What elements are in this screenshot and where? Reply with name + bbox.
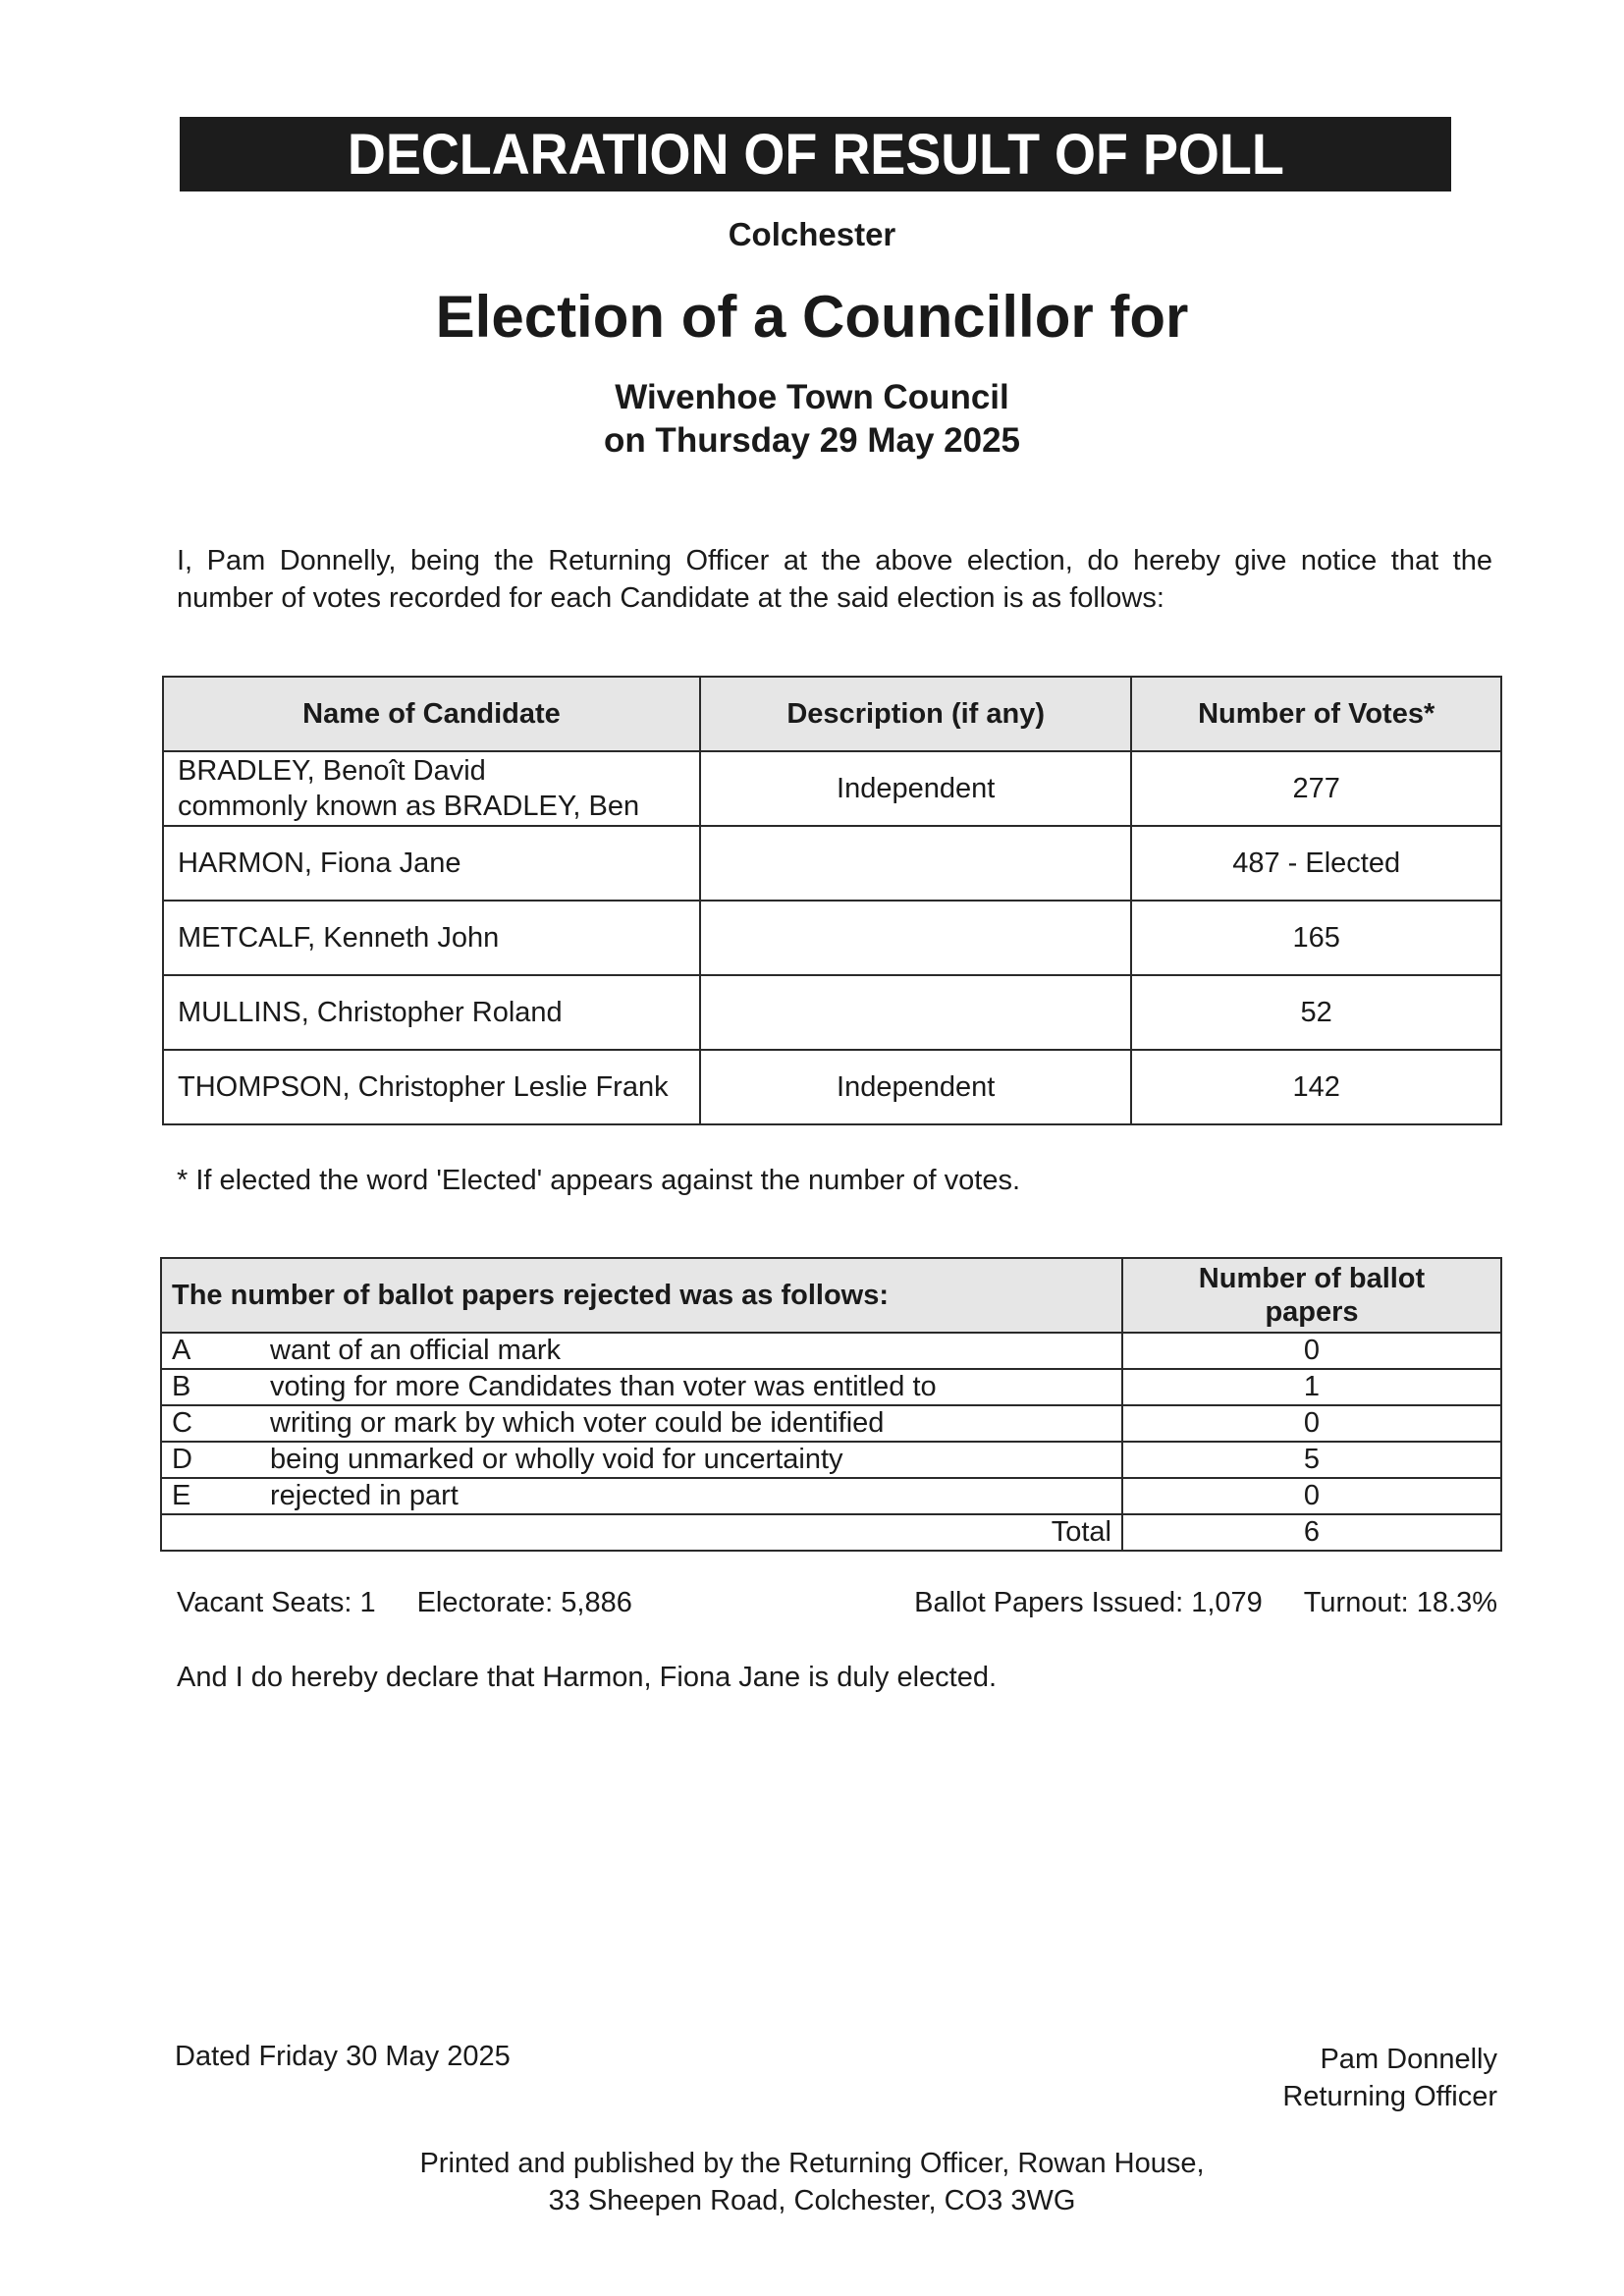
rejected-reason: voting for more Candidates than voter was entitled to [260, 1369, 1122, 1405]
header-number-of-votes: Number of Votes* [1131, 677, 1501, 751]
rejected-count: 1 [1122, 1369, 1501, 1405]
rejected-total-row [161, 1514, 1501, 1551]
candidate-description [700, 826, 1131, 901]
returning-officer-signature [1080, 2041, 1497, 2115]
candidate-row [163, 1050, 1501, 1124]
rejected-ballots-table [160, 1257, 1502, 1552]
header-name-of-candidate: Name of Candidate [163, 677, 700, 751]
turnout: Turnout: 18.3% [1303, 1587, 1497, 1618]
candidate-row [163, 826, 1501, 901]
candidate-description: Independent [700, 1050, 1131, 1124]
rejected-count: 0 [1122, 1405, 1501, 1442]
district-name: Colchester [728, 216, 896, 252]
candidate-votes: 487 - Elected [1131, 826, 1501, 901]
rejected-count: 0 [1122, 1478, 1501, 1514]
rejected-row [161, 1405, 1501, 1442]
candidates-header-row [163, 677, 1501, 751]
rejected-row [161, 1442, 1501, 1478]
candidate-name: HARMON, Fiona Jane [163, 826, 700, 901]
rejected-header-count-line2: papers [1265, 1296, 1359, 1328]
candidate-description: Independent [700, 751, 1131, 826]
candidate-votes: 52 [1131, 975, 1501, 1050]
rejected-header-count [1122, 1258, 1501, 1333]
poll-statistics [177, 1587, 1497, 1619]
council-name: Wivenhoe Town Council [615, 378, 1009, 416]
electorate: Electorate: 5,886 [416, 1587, 632, 1618]
candidate-votes: 165 [1131, 901, 1501, 975]
candidate-votes: 142 [1131, 1050, 1501, 1124]
election-date: on Thursday 29 May 2025 [603, 421, 1021, 460]
rejected-code: B [161, 1369, 260, 1405]
rejected-count: 5 [1122, 1442, 1501, 1478]
rejected-code: E [161, 1478, 260, 1514]
rejected-reason: want of an official mark [260, 1333, 1122, 1369]
candidate-row [163, 751, 1501, 826]
candidates-table [162, 676, 1502, 1125]
rejected-row [161, 1369, 1501, 1405]
rejected-reason: rejected in part [260, 1478, 1122, 1514]
header-description: Description (if any) [700, 677, 1131, 751]
rejected-row [161, 1333, 1501, 1369]
candidate-name: METCALF, Kenneth John [163, 901, 700, 975]
document-title-banner [180, 117, 1451, 191]
candidate-row [163, 975, 1501, 1050]
election-heading: Election of a Councillor for [435, 284, 1189, 350]
candidate-name-line1: BRADLEY, Benoît David [178, 755, 486, 787]
candidate-description [700, 975, 1131, 1050]
declaration-statement: And I do hereby declare that Harmon, Fiona Jane is duly elected. [177, 1662, 998, 1693]
candidate-name-line2: commonly known as BRADLEY, Ben [178, 791, 640, 822]
rejected-code: C [161, 1405, 260, 1442]
rejected-row [161, 1478, 1501, 1514]
rejected-total: 6 [1122, 1514, 1501, 1551]
rejected-header-row [161, 1258, 1501, 1333]
candidate-description [700, 901, 1131, 975]
candidate-row [163, 901, 1501, 975]
rejected-code: D [161, 1442, 260, 1478]
elected-footnote: * If elected the word 'Elected' appears against the number of votes. [177, 1165, 1021, 1196]
publisher-line1: Printed and published by the Returning Officer, Rowan House, [419, 2148, 1205, 2179]
rejected-count: 0 [1122, 1333, 1501, 1369]
officer-name: Pam Donnelly [1320, 2044, 1497, 2075]
rejected-header-count-line1: Number of ballot [1198, 1263, 1426, 1294]
ballot-papers-issued: Ballot Papers Issued: 1,079 [914, 1587, 1263, 1618]
rejected-header-label: The number of ballot papers rejected was as follows: [161, 1258, 1122, 1333]
publisher-imprint [0, 2145, 1624, 2219]
rejected-total-label: Total [161, 1514, 1122, 1551]
officer-title: Returning Officer [1282, 2081, 1497, 2112]
candidate-name [163, 751, 700, 826]
rejected-reason: writing or mark by which voter could be identified [260, 1405, 1122, 1442]
candidate-name: MULLINS, Christopher Roland [163, 975, 700, 1050]
candidate-name: THOMPSON, Christopher Leslie Frank [163, 1050, 700, 1124]
candidate-votes: 277 [1131, 751, 1501, 826]
publisher-line2: 33 Sheepen Road, Colchester, CO3 3WG [548, 2185, 1076, 2216]
rejected-reason: being unmarked or wholly void for uncertainty [260, 1442, 1122, 1478]
notice-paragraph: I, Pam Donnelly, being the Returning Officer at the above election, do hereby give notice that the number of votes recorded for each Candidate at the said election is as follows: [177, 545, 1492, 614]
rejected-code: A [161, 1333, 260, 1369]
document-title: DECLARATION OF RESULT OF POLL [347, 122, 1284, 187]
vacant-seats: Vacant Seats: 1 [177, 1587, 376, 1618]
dated-line: Dated Friday 30 May 2025 [175, 2041, 511, 2072]
